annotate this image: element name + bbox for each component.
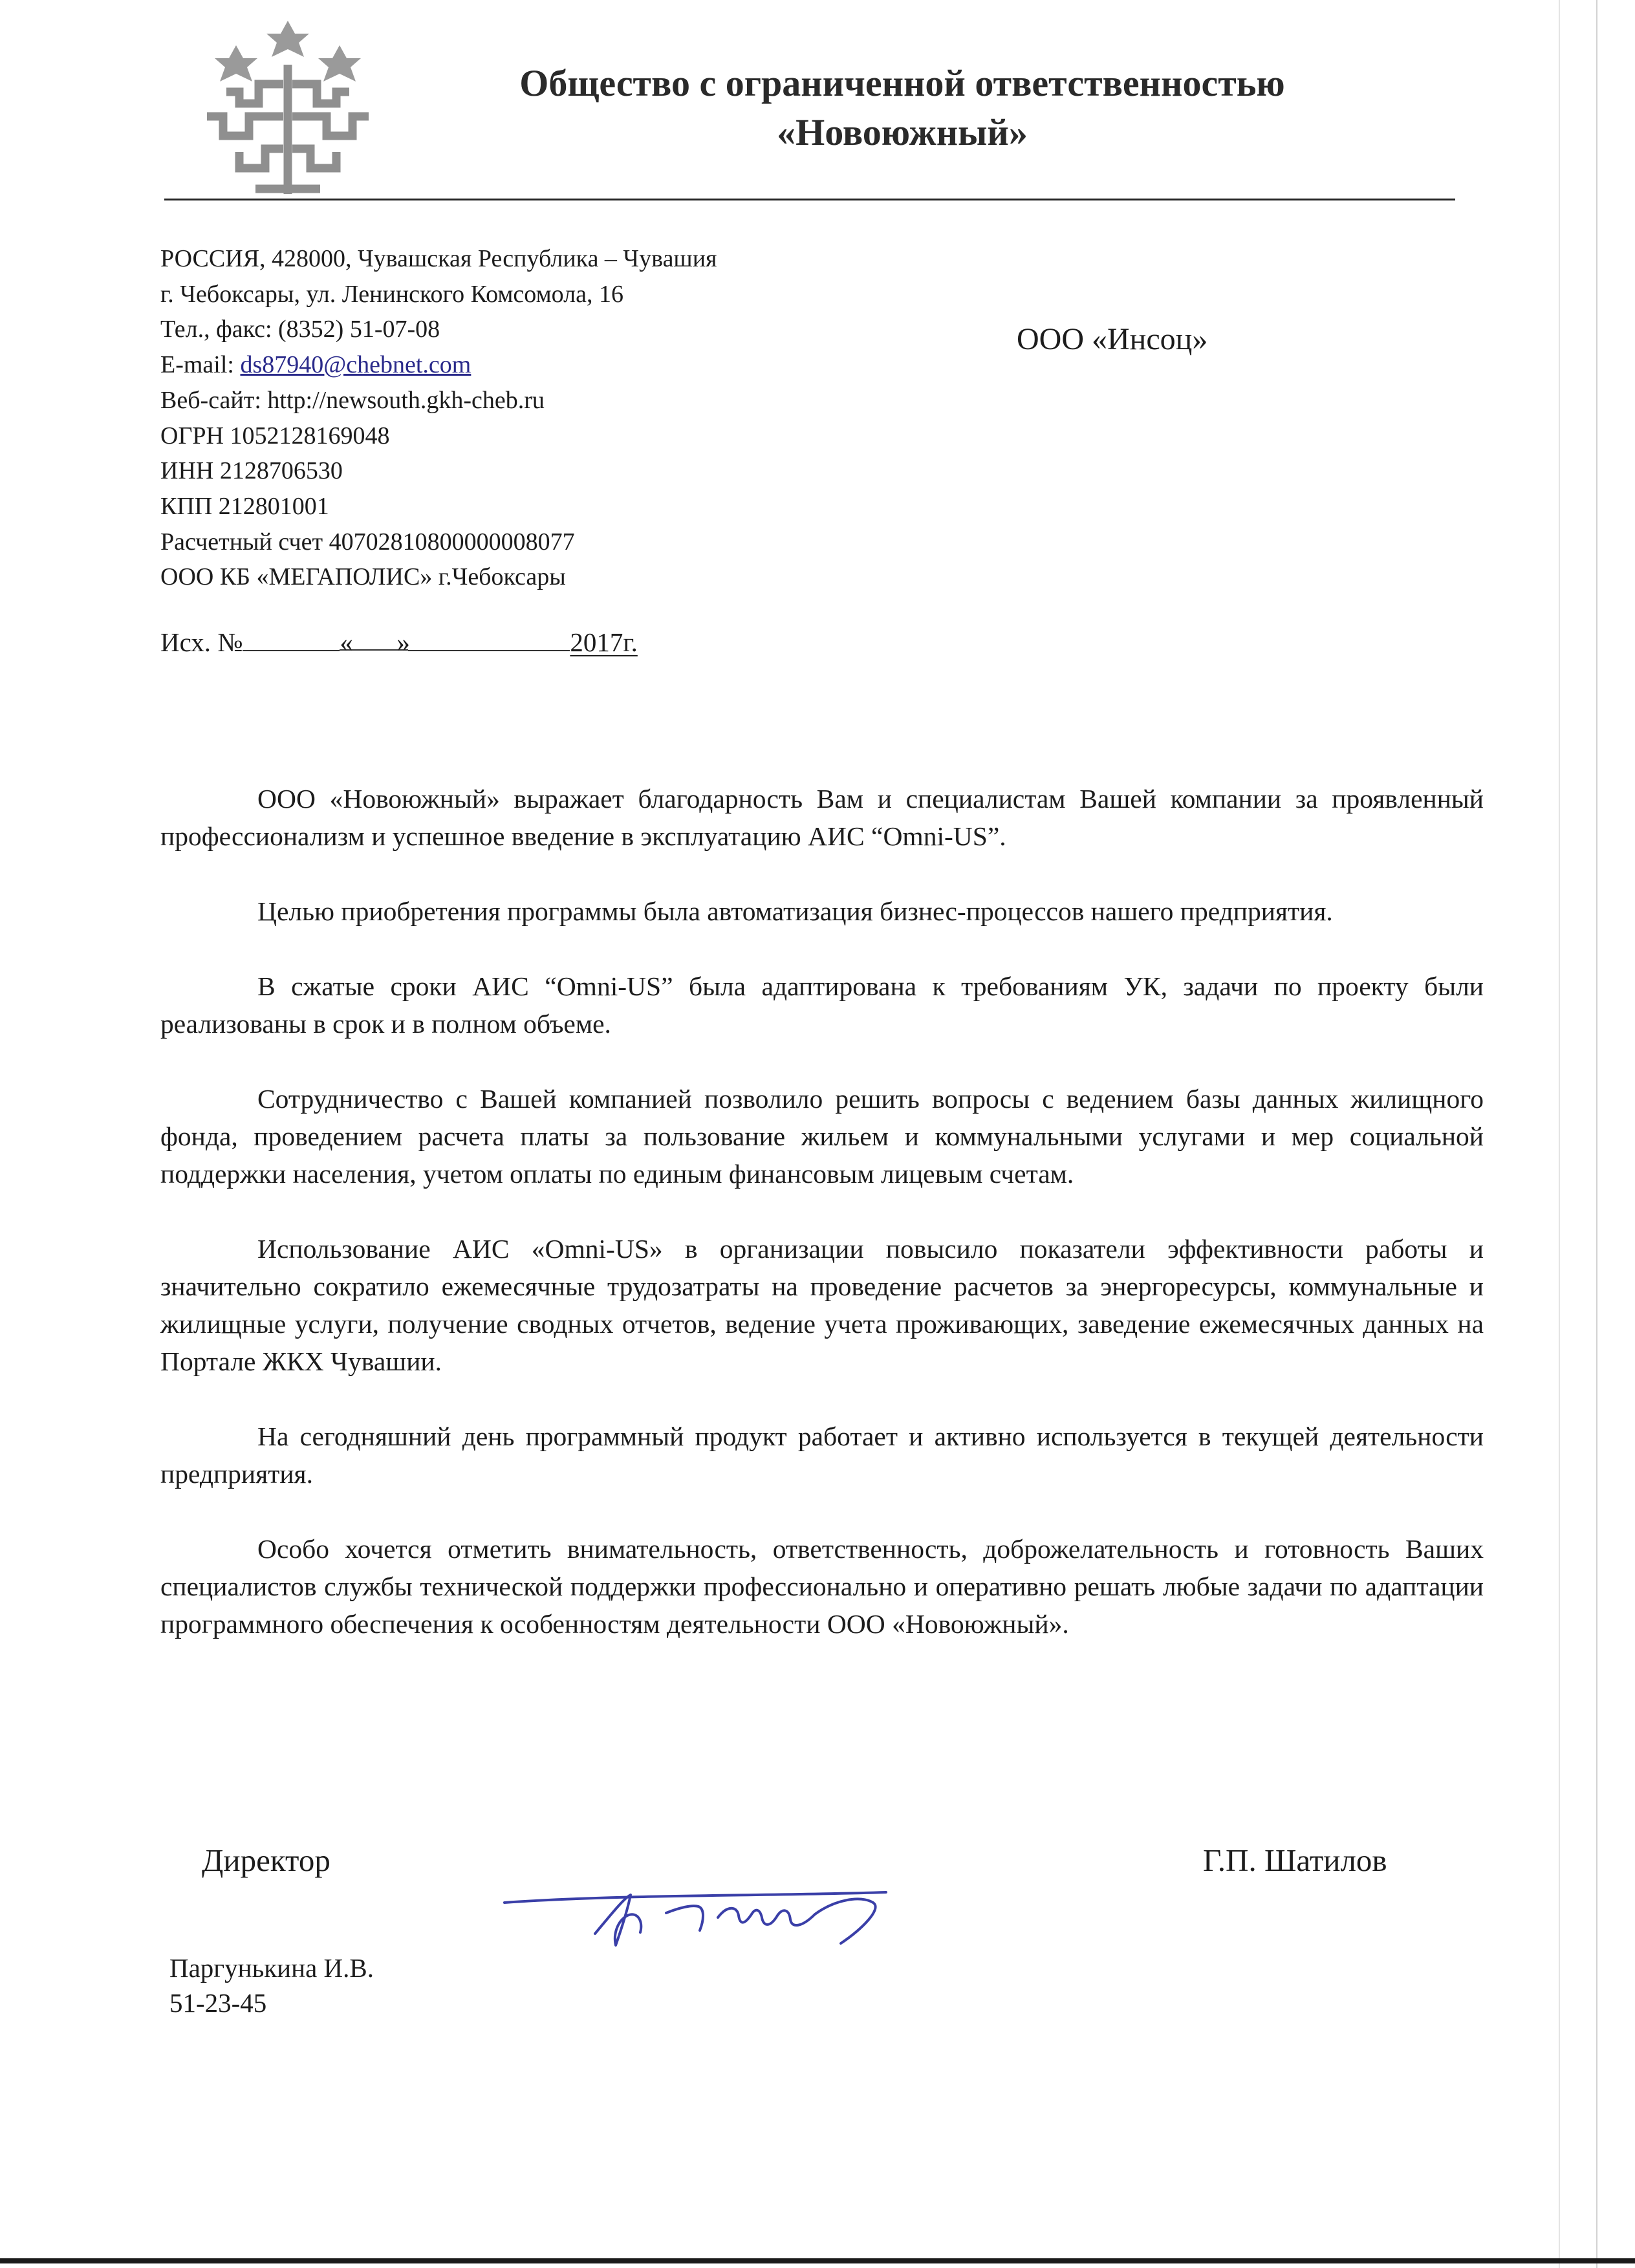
scan-edge-line <box>1596 0 1597 2268</box>
handwritten-signature-icon <box>498 1869 925 1966</box>
company-title-line-2: «Новоюжный» <box>777 111 1028 153</box>
paragraph: ООО «Новоюжный» выражает благодарность Вам и специалистам Вашей компании за проявленный профессионализм и успешное введение в эксплуатацию АИС “Omni-US”. <box>160 784 1484 851</box>
company-requisites <box>160 241 717 595</box>
close-quote: » <box>396 627 410 657</box>
recipient: ООО «Инсоц» <box>1017 322 1208 356</box>
kpp-line: КПП 212801001 <box>160 492 329 520</box>
website-line: Веб-сайт: http://newsouth.gkh-cheb.ru <box>160 386 545 414</box>
executor-info <box>169 1950 374 2020</box>
paragraph: Сотрудничество с Вашей компанией позволило решить вопросы с ведением базы данных жилищного фонда, проведением расчета платы за пользование жильем и коммунальными услугами и мер социальной поддержки населения, учетом оплаты по единым финансовым лицевым счетам. <box>160 1084 1484 1189</box>
header-divider <box>164 199 1455 200</box>
number-blank <box>243 624 340 651</box>
month-blank <box>408 624 570 651</box>
scan-bottom-edge <box>0 2258 1635 2263</box>
chuvash-emblem-icon <box>188 19 388 197</box>
paragraph: В сжатые сроки АИС “Omni-US” была адаптирована к требованиям УК, задачи по проекту были реализованы в срок и в полном объеме. <box>160 971 1484 1039</box>
executor-phone: 51-23-45 <box>169 1988 267 2018</box>
bank-line: ООО КБ «МЕГАПОЛИС» г.Чебоксары <box>160 563 566 591</box>
paragraph: Использование АИС «Omni-US» в организации повысило показатели эффективности работы и значительно сократило ежемесячные трудозатраты на проведение расчетов за энергоресурсы, коммунальные и жилищные услуги, получение сводных отчетов, ведение учета проживающих, заведение ежемесячных данных на Портале ЖКХ Чувашии. <box>160 1234 1484 1376</box>
scan-edge-line <box>1559 0 1560 2268</box>
year: 2017г. <box>570 627 638 657</box>
phone-fax: Тел., факс: (8352) 51-07-08 <box>160 316 440 343</box>
date-blank <box>340 623 410 657</box>
paragraph: Целью приобретения программы была автоматизация бизнес-процессов нашего предприятия. <box>257 896 1333 926</box>
signer-position: Директор <box>202 1842 330 1878</box>
outgoing-number-line <box>160 623 638 661</box>
paragraph: Особо хочется отметить внимательность, ответственность, доброжелательность и готовность Ваших специалистов службы технической поддержки профессионально и оперативно решать любые задачи по адаптации программного обеспечения к особенностям деятельности ООО «Новоюжный». <box>160 1534 1484 1639</box>
address-line-1: РОССИЯ, 428000, Чувашская Республика – Чувашия <box>160 245 717 272</box>
address-line-2: г. Чебоксары, ул. Ленинского Комсомола, 16 <box>160 280 623 308</box>
account-line: Расчетный счет 40702810800000008077 <box>160 528 575 556</box>
email-link[interactable]: ds87940@chebnet.com <box>240 351 471 379</box>
letter-body <box>160 780 1484 1643</box>
email-label: E-mail: <box>160 351 241 379</box>
company-title-line-1: Общество с ограниченной ответственностью <box>519 62 1285 104</box>
email-line <box>160 347 717 383</box>
outgoing-label: Исх. № <box>160 627 243 657</box>
ogrn-line: ОГРН 1052128169048 <box>160 422 390 449</box>
open-quote: « <box>340 627 353 657</box>
inn-line: ИНН 2128706530 <box>160 457 343 485</box>
signer-name: Г.П. Шатилов <box>1203 1842 1387 1878</box>
executor-name: Паргунькина И.В. <box>169 1953 374 1983</box>
paragraph: На сегодняшний день программный продукт работает и активно используется в текущей деятельности предприятия. <box>160 1421 1484 1489</box>
